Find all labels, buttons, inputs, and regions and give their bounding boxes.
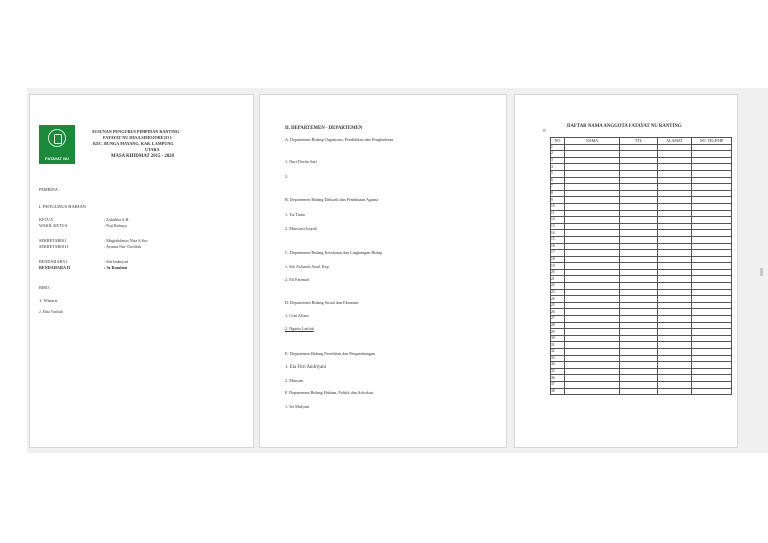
table-cell [565, 230, 620, 237]
section-heading: I. PENGURUS HARIAN [39, 204, 87, 209]
table-cell [658, 177, 692, 184]
table-cell [565, 223, 620, 230]
table-cell [620, 243, 658, 250]
table-cell [658, 335, 692, 342]
row-number: 7 [551, 184, 565, 191]
table-cell [620, 250, 658, 257]
table-cell [692, 190, 732, 197]
row-number: 21 [551, 276, 565, 283]
department-line: 2. Ngatin Latifah [285, 326, 314, 331]
department-line: 1. Nuri Davita Sari [285, 159, 317, 164]
table-cell [658, 381, 692, 388]
table-cell [658, 388, 692, 395]
table-row [551, 164, 732, 171]
table-cell [658, 230, 692, 237]
table-cell [620, 309, 658, 316]
table-cell [658, 144, 692, 151]
role-value: : Mugiahdatun Nisa S.Sos [104, 238, 148, 243]
table-cell [692, 184, 732, 191]
row-number: 9 [551, 197, 565, 204]
table-cell [620, 197, 658, 204]
table-header-row [551, 138, 732, 145]
table-cell [692, 157, 732, 164]
row-number: 31 [551, 342, 565, 349]
table-cell [692, 375, 732, 382]
table-cell [565, 276, 620, 283]
table-row [551, 157, 732, 164]
row-number: 4 [551, 164, 565, 171]
table-cell [658, 269, 692, 276]
page3-title: DAFTAR NAMA ANGGOTA FATAYAT NU RANTING [567, 124, 682, 129]
department-line: 1. Ela Fitri Andriyani [285, 365, 327, 370]
fatayat-nu-logo [39, 125, 75, 164]
row-number: 17 [551, 250, 565, 257]
table-cell [620, 230, 658, 237]
table-cell [658, 283, 692, 290]
biro-item: 2. Eliza Yuslisah [39, 310, 63, 314]
table-row [551, 388, 732, 395]
table-cell [620, 289, 658, 296]
table-row [551, 170, 732, 177]
table-cell [658, 256, 692, 263]
row-number: 36 [551, 375, 565, 382]
row-number: 22 [551, 283, 565, 290]
table-row [551, 250, 732, 257]
role-label: SEKRETARIS II [39, 244, 68, 249]
row-number: 27 [551, 316, 565, 323]
table-cell [565, 362, 620, 369]
table-cell [658, 342, 692, 349]
table-cell [565, 203, 620, 210]
table-row [551, 269, 732, 276]
table-row [551, 296, 732, 303]
table-row [551, 230, 732, 237]
row-number: 1 [551, 144, 565, 151]
table-row [551, 375, 732, 382]
table-cell [692, 210, 732, 217]
row-number: 28 [551, 322, 565, 329]
table-cell [565, 243, 620, 250]
table-cell [692, 177, 732, 184]
biro-label: BIRO : [39, 285, 52, 290]
table-row [551, 197, 732, 204]
table-move-handle-icon[interactable]: ⊕ [542, 129, 547, 134]
table-row [551, 263, 732, 270]
row-number: 23 [551, 289, 565, 296]
table-cell [620, 269, 658, 276]
table-cell [565, 368, 620, 375]
column-header: NO [551, 138, 565, 145]
table-cell [565, 157, 620, 164]
table-cell [692, 256, 732, 263]
table-cell [658, 375, 692, 382]
table-row [551, 256, 732, 263]
table-cell [658, 276, 692, 283]
table-cell [658, 362, 692, 369]
table-cell [658, 170, 692, 177]
table-cell [692, 329, 732, 336]
table-cell [620, 151, 658, 158]
table-cell [565, 349, 620, 356]
table-cell [658, 197, 692, 204]
table-cell [692, 342, 732, 349]
table-cell [658, 164, 692, 171]
department-line: 2. Marwarti Isayah [285, 226, 317, 231]
table-cell [565, 217, 620, 224]
table-cell [620, 362, 658, 369]
row-number: 8 [551, 190, 565, 197]
department-line: 1. Sri Mulyani [285, 404, 310, 409]
table-cell [620, 329, 658, 336]
table-cell [658, 236, 692, 243]
table-row [551, 210, 732, 217]
member-table [550, 137, 732, 395]
table-cell [658, 157, 692, 164]
table-cell [658, 190, 692, 197]
table-cell [620, 276, 658, 283]
table-cell [692, 289, 732, 296]
department-line: D. Departemen Bidang Sosial dan Ekonomi [285, 300, 359, 305]
row-number: 5 [551, 170, 565, 177]
table-cell [565, 316, 620, 323]
table-cell [658, 349, 692, 356]
table-row [551, 355, 732, 362]
table-cell [692, 296, 732, 303]
table-cell [565, 250, 620, 257]
department-line: E. Departemen Bidang Penelitian dan Pengembangan [285, 351, 375, 356]
table-cell [565, 388, 620, 395]
table-cell [658, 203, 692, 210]
table-row [551, 236, 732, 243]
row-number: 37 [551, 381, 565, 388]
page1-title-line: SUSUNAN PENGURUS PIMPINAN RANTING [92, 129, 180, 134]
role-label: SEKRETARIS I [39, 238, 67, 243]
table-cell [565, 375, 620, 382]
row-number: 18 [551, 256, 565, 263]
table-row [551, 381, 732, 388]
table-cell [620, 256, 658, 263]
row-number: 10 [551, 203, 565, 210]
table-cell [620, 375, 658, 382]
row-number: 38 [551, 388, 565, 395]
table-cell [692, 203, 732, 210]
table-cell [565, 289, 620, 296]
table-cell [692, 322, 732, 329]
department-line: A. Departemen Bidang Organisasi, Pendidikan dan Pengkaderan [285, 137, 394, 142]
table-row [551, 223, 732, 230]
table-cell [658, 302, 692, 309]
table-row [551, 335, 732, 342]
table-row [551, 144, 732, 151]
table-cell [692, 164, 732, 171]
table-cell [565, 309, 620, 316]
column-header: ALAMAT [658, 138, 692, 145]
table-cell [658, 368, 692, 375]
department-line: 2. [285, 174, 289, 179]
table-cell [692, 151, 732, 158]
department-line: 1. Siti Asfiaroh Amd. Kep [285, 264, 329, 269]
department-line: 2. Maryam [285, 378, 304, 383]
department-line: F. Departemen Bidang Hukum, Politik dan Advokasi [285, 390, 374, 395]
biro-item: 1. Winarti [39, 298, 58, 303]
table-cell [658, 217, 692, 224]
table-row [551, 283, 732, 290]
table-cell [620, 203, 658, 210]
table-cell [658, 322, 692, 329]
table-cell [565, 342, 620, 349]
role-value: : Ayuma Nur Cholifah [104, 244, 142, 249]
table-row [551, 289, 732, 296]
column-header: NAMA [565, 138, 620, 145]
department-line: B. Departemen Bidang Dakwah dan Pembinaan Agama [285, 197, 379, 202]
role-value: : Puji Rahayu [104, 223, 127, 228]
table-row [551, 368, 732, 375]
table-row [551, 184, 732, 191]
table-cell [692, 276, 732, 283]
table-cell [620, 349, 658, 356]
table-cell [658, 309, 692, 316]
table-cell [658, 184, 692, 191]
table-cell [620, 322, 658, 329]
table-cell [692, 316, 732, 323]
table-cell [565, 170, 620, 177]
table-cell [565, 197, 620, 204]
table-cell [565, 283, 620, 290]
table-row [551, 342, 732, 349]
row-number: 34 [551, 362, 565, 369]
page1-title-line: MASA KHIDMAT 2015 - 2020 [111, 154, 174, 159]
logo-text: FATAYAT NU [45, 156, 69, 161]
row-number: 20 [551, 269, 565, 276]
table-cell [692, 388, 732, 395]
table-cell [565, 329, 620, 336]
table-row [551, 190, 732, 197]
row-number: 24 [551, 296, 565, 303]
table-cell [692, 217, 732, 224]
table-cell [565, 335, 620, 342]
row-number: 35 [551, 368, 565, 375]
table-cell [620, 164, 658, 171]
row-number: 13 [551, 223, 565, 230]
table-cell [565, 144, 620, 151]
table-cell [565, 263, 620, 270]
table-row [551, 177, 732, 184]
table-cell [620, 190, 658, 197]
table-cell [565, 322, 620, 329]
table-cell [658, 243, 692, 250]
role-label: BENDAHARA II [39, 265, 71, 270]
table-cell [565, 151, 620, 158]
table-cell [620, 381, 658, 388]
page2-heading: II. DEPARTEMEN - DEPARTEMEN [285, 126, 363, 131]
table-body [551, 144, 732, 395]
row-number: 33 [551, 355, 565, 362]
table-cell [692, 263, 732, 270]
table-cell [565, 381, 620, 388]
table-cell [620, 342, 658, 349]
department-line: C. Departemen Bidang Kesehatan dan Lingkungan Hidup [285, 250, 382, 255]
department-line: 2. Eli Fatimah [285, 277, 309, 282]
table-cell [692, 144, 732, 151]
department-line: 1. Ceni Afiani [285, 313, 309, 318]
row-number: 6 [551, 177, 565, 184]
table-row [551, 151, 732, 158]
role-label: KETUA [39, 217, 54, 222]
table-cell [692, 197, 732, 204]
table-cell [692, 368, 732, 375]
table-cell [620, 144, 658, 151]
table-cell [565, 177, 620, 184]
table-cell [658, 316, 692, 323]
table-row [551, 316, 732, 323]
row-number: 12 [551, 217, 565, 224]
table-cell [565, 269, 620, 276]
department-line: 1. Tia Tania [285, 212, 305, 217]
row-number: 2 [551, 151, 565, 158]
table-cell [658, 210, 692, 217]
table-cell [620, 157, 658, 164]
table-cell [620, 368, 658, 375]
table-row [551, 302, 732, 309]
table-row [551, 362, 732, 369]
row-number: 26 [551, 309, 565, 316]
column-header: TTL [620, 138, 658, 145]
table-row [551, 349, 732, 356]
role-value: : Siti Indaryati [104, 259, 129, 264]
table-cell [692, 223, 732, 230]
table-cell [620, 184, 658, 191]
table-row [551, 217, 732, 224]
pembina-label: PEMBINA : [39, 187, 60, 192]
table-cell [692, 349, 732, 356]
table-cell [620, 296, 658, 303]
table-cell [620, 302, 658, 309]
table-row [551, 309, 732, 316]
table-cell [620, 210, 658, 217]
table-cell [658, 289, 692, 296]
table-cell [692, 335, 732, 342]
row-number: 25 [551, 302, 565, 309]
table-cell [620, 263, 658, 270]
row-number: 11 [551, 210, 565, 217]
table-cell [565, 256, 620, 263]
row-number: 29 [551, 329, 565, 336]
table-cell [692, 283, 732, 290]
table-cell [692, 170, 732, 177]
row-number: 15 [551, 236, 565, 243]
table-cell [658, 355, 692, 362]
table-cell [565, 190, 620, 197]
table-cell [692, 230, 732, 237]
table-cell [620, 217, 658, 224]
table-cell [565, 236, 620, 243]
table-row [551, 243, 732, 250]
table-row [551, 329, 732, 336]
row-number: 16 [551, 243, 565, 250]
role-label: WAKIL KETUA [39, 223, 68, 228]
table-cell [620, 223, 658, 230]
table-cell [658, 223, 692, 230]
table-cell [692, 250, 732, 257]
table-cell [620, 316, 658, 323]
table-cell [692, 362, 732, 369]
row-number: 19 [551, 263, 565, 270]
row-number: 32 [551, 349, 565, 356]
table-cell [565, 302, 620, 309]
role-value: : Zulaikha S.H [104, 217, 129, 222]
side-scroll-handle[interactable] [760, 268, 763, 276]
table-cell [692, 269, 732, 276]
table-cell [565, 296, 620, 303]
table-cell [620, 355, 658, 362]
logo-emblem-icon [48, 129, 66, 147]
table-cell [692, 243, 732, 250]
table-cell [620, 335, 658, 342]
table-cell [692, 302, 732, 309]
table-cell [692, 355, 732, 362]
column-header: NO. TELP/HP [692, 138, 732, 145]
table-cell [620, 170, 658, 177]
table-row [551, 322, 732, 329]
table-cell [620, 388, 658, 395]
page1-title-line: UTARA [145, 147, 160, 152]
table-cell [692, 236, 732, 243]
table-cell [658, 296, 692, 303]
table-cell [565, 210, 620, 217]
row-number: 3 [551, 157, 565, 164]
row-number: 30 [551, 335, 565, 342]
table-cell [620, 283, 658, 290]
role-value: : Sz Romlani [104, 265, 128, 270]
table-cell [565, 184, 620, 191]
table-cell [658, 250, 692, 257]
table-cell [658, 263, 692, 270]
role-label: BENDAHARA I [39, 259, 68, 264]
table-cell [565, 164, 620, 171]
table-cell [658, 151, 692, 158]
table-row [551, 276, 732, 283]
table-row [551, 203, 732, 210]
table-cell [658, 329, 692, 336]
table-cell [692, 381, 732, 388]
row-number: 14 [551, 230, 565, 237]
page1-title-line: FATAYAT NU DESA SIMOJOREJO I [103, 135, 172, 140]
table-cell [692, 309, 732, 316]
table-cell [565, 355, 620, 362]
page1-title-line: KEC. BUNGA MAYANG, KAB. LAMPUNG [93, 141, 174, 146]
table-cell [620, 236, 658, 243]
table-cell [620, 177, 658, 184]
